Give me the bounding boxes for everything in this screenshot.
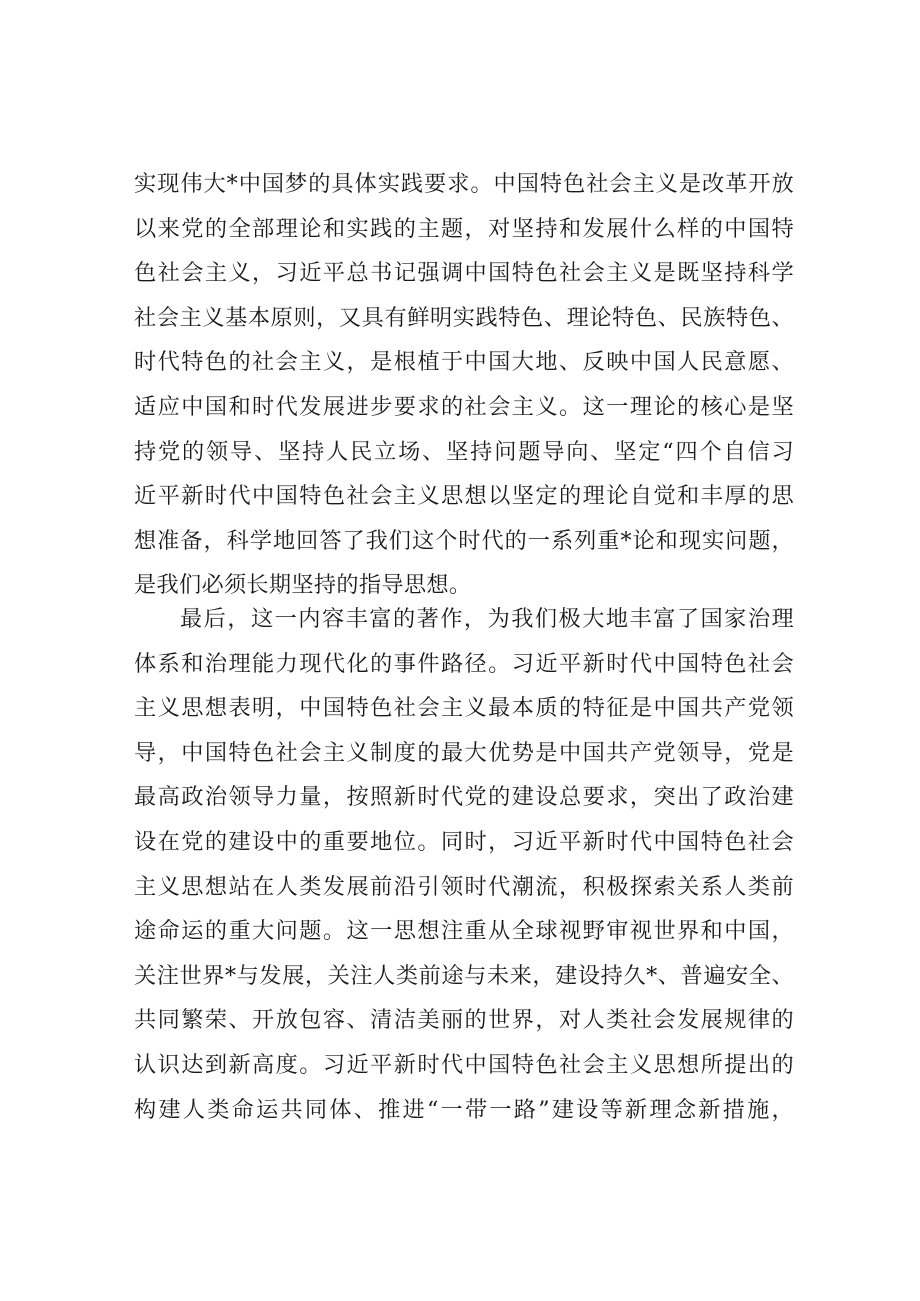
paragraph-line: 实现伟大*中国梦的具体实践要求。中国特色社会主义是改革开放 [134,171,794,197]
paragraph-line: 适应中国和时代发展进步要求的社会主义。这一理论的核心是坚 [134,393,794,420]
paragraph-line: 主义思想表明，中国特色社会主义最本质的特征是中国共产党领 [134,695,794,722]
paragraph-line: 主义思想站在人类发展前沿引领时代潮流，积极探索关系人类前 [134,873,794,900]
paragraph-line: 时代特色的社会主义，是根植于中国大地、反映中国人民意愿、 [134,349,794,376]
paragraph-line: 想准备，科学地回答了我们这个时代的一系列重*论和现实问题， [134,527,794,554]
paragraph-line: 以来党的全部理论和实践的主题，对坚持和发展什么样的中国特 [134,215,794,242]
paragraph-line: 关注世界*与发展，关注人类前途与未来，建设持久*、普遍安全、 [134,962,794,989]
paragraph-line: 色社会主义，习近平总书记强调中国特色社会主义是既坚持科学 [134,260,794,287]
paragraph-line: 构建人类命运共同体、推进“一带一路”建设等新理念新措施， [134,1096,794,1123]
paragraph-line: 最高政治领导力量，按照新时代党的建设总要求，突出了政治建 [134,784,794,811]
paragraph-line: 近平新时代中国特色社会主义思想以坚定的理论自觉和丰厚的思 [134,483,794,510]
paragraph-line: 体系和治理能力现代化的事件路径。习近平新时代中国特色社会 [134,650,794,677]
paragraph-line: 导，中国特色社会主义制度的最大优势是中国共产党领导，党是 [134,739,794,766]
paragraph-2 [134,597,794,1132]
paragraph-line: 是我们必须长期坚持的指导思想。 [134,572,472,599]
paragraph-line: 设在党的建设中的重要地位。同时，习近平新时代中国特色社会 [134,828,794,855]
paragraph-line: 持党的领导、坚持人民立场、坚持问题导向、坚定“四个自信习 [134,438,794,465]
paragraph-line: 最后，这一内容丰富的著作，为我们极大地丰富了国家治理 [180,606,794,632]
paragraph-line: 认识达到新高度。习近平新时代中国特色社会主义思想所提出的 [134,1051,794,1078]
paragraph-1 [134,162,794,608]
paragraph-line: 共同繁荣、开放包容、清洁美丽的世界，对人类社会发展规律的 [134,1007,794,1034]
paragraph-line: 途命运的重大问题。这一思想注重从全球视野审视世界和中国， [134,918,794,945]
paragraph-line: 社会主义基本原则，又具有鲜明实践特色、理论特色、民族特色、 [134,304,794,331]
